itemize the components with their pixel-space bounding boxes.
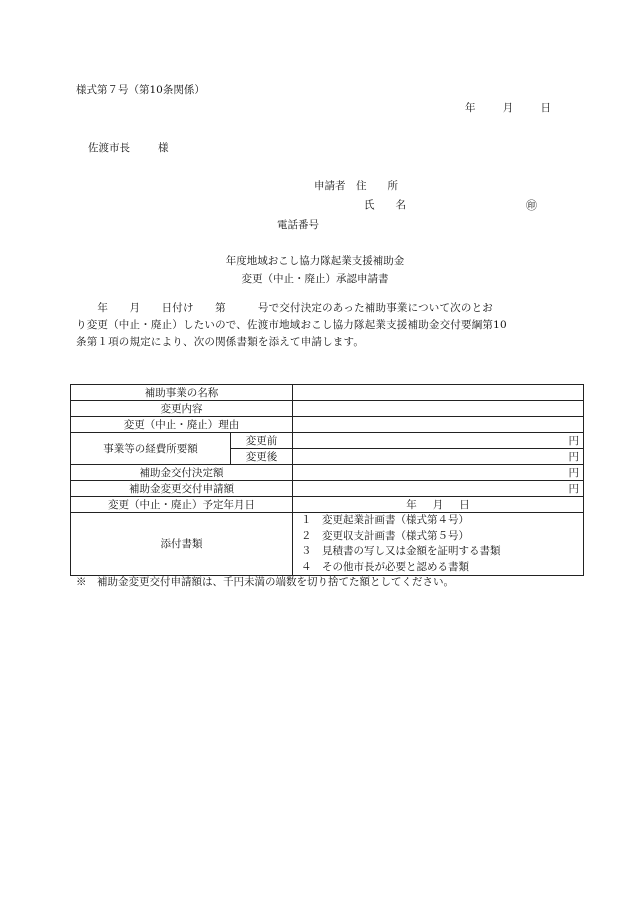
- date-month: 月: [502, 102, 514, 114]
- body-line-1: 年 月 日付け 第 号で交付決定のあった補助事業について次のとお: [76, 302, 493, 314]
- attachments-label: 添付書類: [71, 513, 293, 576]
- applicant-address-label: 申請者 住 所: [314, 180, 398, 192]
- footnote: ※ 補助金変更交付申請額は、千円未満の端数を切り捨てた額としてください。: [76, 576, 454, 588]
- yen-unit: 円: [568, 450, 579, 463]
- document-title-line2: 変更（中止・廃止）承認申請書: [241, 273, 389, 285]
- scheduled-date-label: 変更（中止・廃止）予定年月日: [71, 497, 293, 513]
- yen-unit: 円: [568, 434, 579, 447]
- change-request-label: 補助金変更交付申請額: [71, 481, 293, 497]
- body-line-2: り変更（中止・廃止）したいので、佐渡市地域おこし協力隊起業支援補助金交付要綱第10: [76, 318, 507, 331]
- table-row: [71, 513, 584, 576]
- date-year: 年: [406, 498, 417, 511]
- before-change-label: 変更前: [231, 433, 293, 449]
- after-change-field[interactable]: [293, 449, 584, 465]
- change-content-field[interactable]: [293, 401, 584, 417]
- before-change-field[interactable]: [293, 433, 584, 449]
- table-row: [71, 433, 584, 449]
- attachment-item: ３ 見積書の写し又は金額を証明する書類: [301, 545, 501, 557]
- table-row: [71, 401, 584, 417]
- date-month: 月: [432, 498, 444, 511]
- scheduled-date-field[interactable]: [293, 497, 584, 513]
- project-name-label: 補助事業の名称: [71, 385, 293, 401]
- attachment-item: １ 変更起業計画書（様式第４号）: [301, 514, 469, 526]
- document-title-line1: 年度地域おこし協力隊起業支援補助金: [225, 255, 405, 267]
- change-content-label: 変更内容: [71, 401, 293, 417]
- change-reason-label: 変更（中止・廃止）理由: [71, 417, 293, 433]
- addressee-suffix: 様: [158, 142, 169, 154]
- addressee: [88, 142, 169, 156]
- table-row: [71, 465, 584, 481]
- grant-decision-label: 補助金交付決定額: [71, 465, 293, 481]
- grant-decision-field[interactable]: [293, 465, 584, 481]
- attachment-item: ４ その他市長が必要と認める書類: [301, 560, 469, 573]
- attachment-item: ２ 変更収支計画書（様式第５号）: [301, 529, 469, 542]
- body-line-3: 条第１項の規定により、次の関係書類を添えて申請します。: [76, 335, 365, 348]
- date-day: 日: [459, 498, 470, 511]
- form-number-label: 様式第７号（第10条関係）: [76, 84, 205, 96]
- change-request-field[interactable]: [293, 481, 584, 497]
- project-name-field[interactable]: [293, 385, 584, 401]
- application-table: [70, 384, 584, 576]
- table-row: [71, 385, 584, 401]
- change-reason-field[interactable]: [293, 417, 584, 433]
- seal-mark: ㊞: [526, 199, 537, 212]
- yen-unit: 円: [568, 466, 579, 479]
- phone-label: 電話番号: [277, 219, 319, 231]
- date-day: 日: [540, 102, 551, 114]
- table-row: [71, 417, 584, 433]
- applicant-name-label: 氏 名: [364, 199, 406, 211]
- yen-unit: 円: [568, 482, 579, 495]
- attachments-cell: [293, 513, 584, 576]
- submission-date: [465, 102, 551, 116]
- after-change-label: 変更後: [231, 449, 293, 465]
- date-year: 年: [465, 102, 476, 114]
- cost-estimate-label: 事業等の経費所要額: [71, 433, 231, 465]
- request-body: [76, 300, 546, 350]
- table-row: [71, 481, 584, 497]
- table-row: [71, 497, 584, 513]
- addressee-name: 佐渡市長: [88, 142, 130, 154]
